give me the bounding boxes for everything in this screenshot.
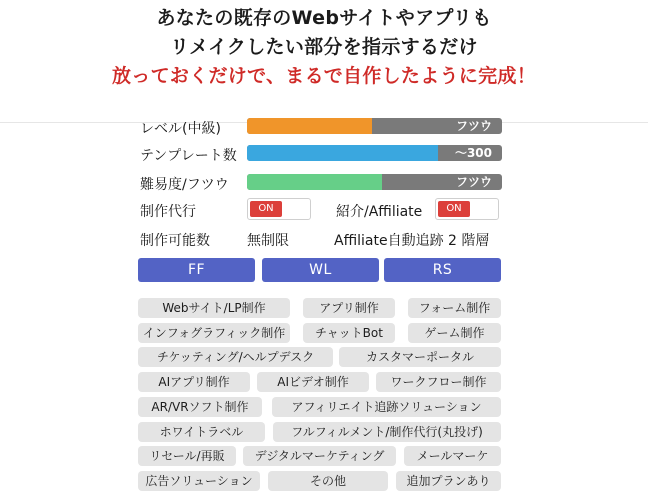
tag-customer-portal: カスタマーポータル [339, 347, 501, 367]
tag-additional-plans: 追加プランあり [396, 471, 501, 491]
referral-label: 紹介/Affiliate [336, 204, 423, 220]
tag-ticketing: チケッティング/ヘルプデスク [138, 347, 333, 367]
tag-ai-app: AIアプリ制作 [138, 372, 250, 392]
tag-affiliate-tracking: アフィリエイト追跡ソリューション [272, 397, 501, 417]
tag-app: アプリ制作 [303, 298, 395, 318]
difficulty-bar-fill [247, 174, 382, 190]
productions-label: 制作可能数 [140, 233, 210, 249]
tag-infographic: インフォグラフィック制作 [138, 323, 290, 343]
tag-ar-vr: AR/VRソフト制作 [138, 397, 262, 417]
tag-chatbot: チャットBot [303, 323, 395, 343]
tag-fulfillment: フルフィルメント/制作代行(丸投げ) [273, 422, 501, 442]
plan-button-wl[interactable]: WL [262, 258, 379, 282]
tag-ai-video: AIビデオ制作 [257, 372, 369, 392]
templates-bar-fill [247, 145, 438, 161]
templates-label: テンプレート数 [140, 148, 237, 164]
level-value: フツウ [455, 119, 492, 133]
referral-toggle-on: ON [438, 201, 470, 217]
level-bar-fill [247, 118, 372, 134]
productions-value: 無制限 [247, 233, 289, 249]
tag-white-label: ホワイトラベル [138, 422, 265, 442]
tag-other: その他 [268, 471, 388, 491]
hero-line-1: あなたの既存のWebサイトやアプリも [156, 7, 492, 29]
templates-bar [247, 145, 502, 161]
tag-workflow: ワークフロー制作 [376, 372, 501, 392]
tag-form: フォーム制作 [408, 298, 501, 318]
production-agent-toggle-on: ON [250, 201, 282, 217]
affiliate-tracking-text: Affiliate自動追跡 2 階層 [334, 233, 490, 249]
hero-line-3: 放っておくだけで、まるで自作したように完成！ [111, 65, 537, 87]
tag-resale: リセール/再販 [138, 446, 236, 466]
plan-button-rs[interactable]: RS [384, 258, 501, 282]
templates-value: 〜300 [454, 146, 492, 160]
referral-toggle[interactable] [435, 198, 499, 220]
difficulty-label: 難易度/フツウ [140, 177, 229, 193]
tag-digital-marketing: デジタルマーケティング [243, 446, 396, 466]
hero-line-2: リメイクしたい部分を指示するだけ [170, 36, 478, 58]
tag-email-marketing: メールマーケ [404, 446, 501, 466]
production-agent-label: 制作代行 [140, 204, 196, 220]
tag-game: ゲーム制作 [408, 323, 501, 343]
production-agent-toggle[interactable] [247, 198, 311, 220]
level-bar [247, 118, 502, 134]
hero-heading [0, 4, 648, 91]
difficulty-bar [247, 174, 502, 190]
tag-ad-solution: 広告ソリューション [138, 471, 260, 491]
plan-button-ff[interactable]: FF [138, 258, 255, 282]
tag-web-lp: Webサイト/LP制作 [138, 298, 290, 318]
level-label: レベル(中級) [140, 121, 221, 137]
difficulty-value: フツウ [455, 175, 492, 189]
